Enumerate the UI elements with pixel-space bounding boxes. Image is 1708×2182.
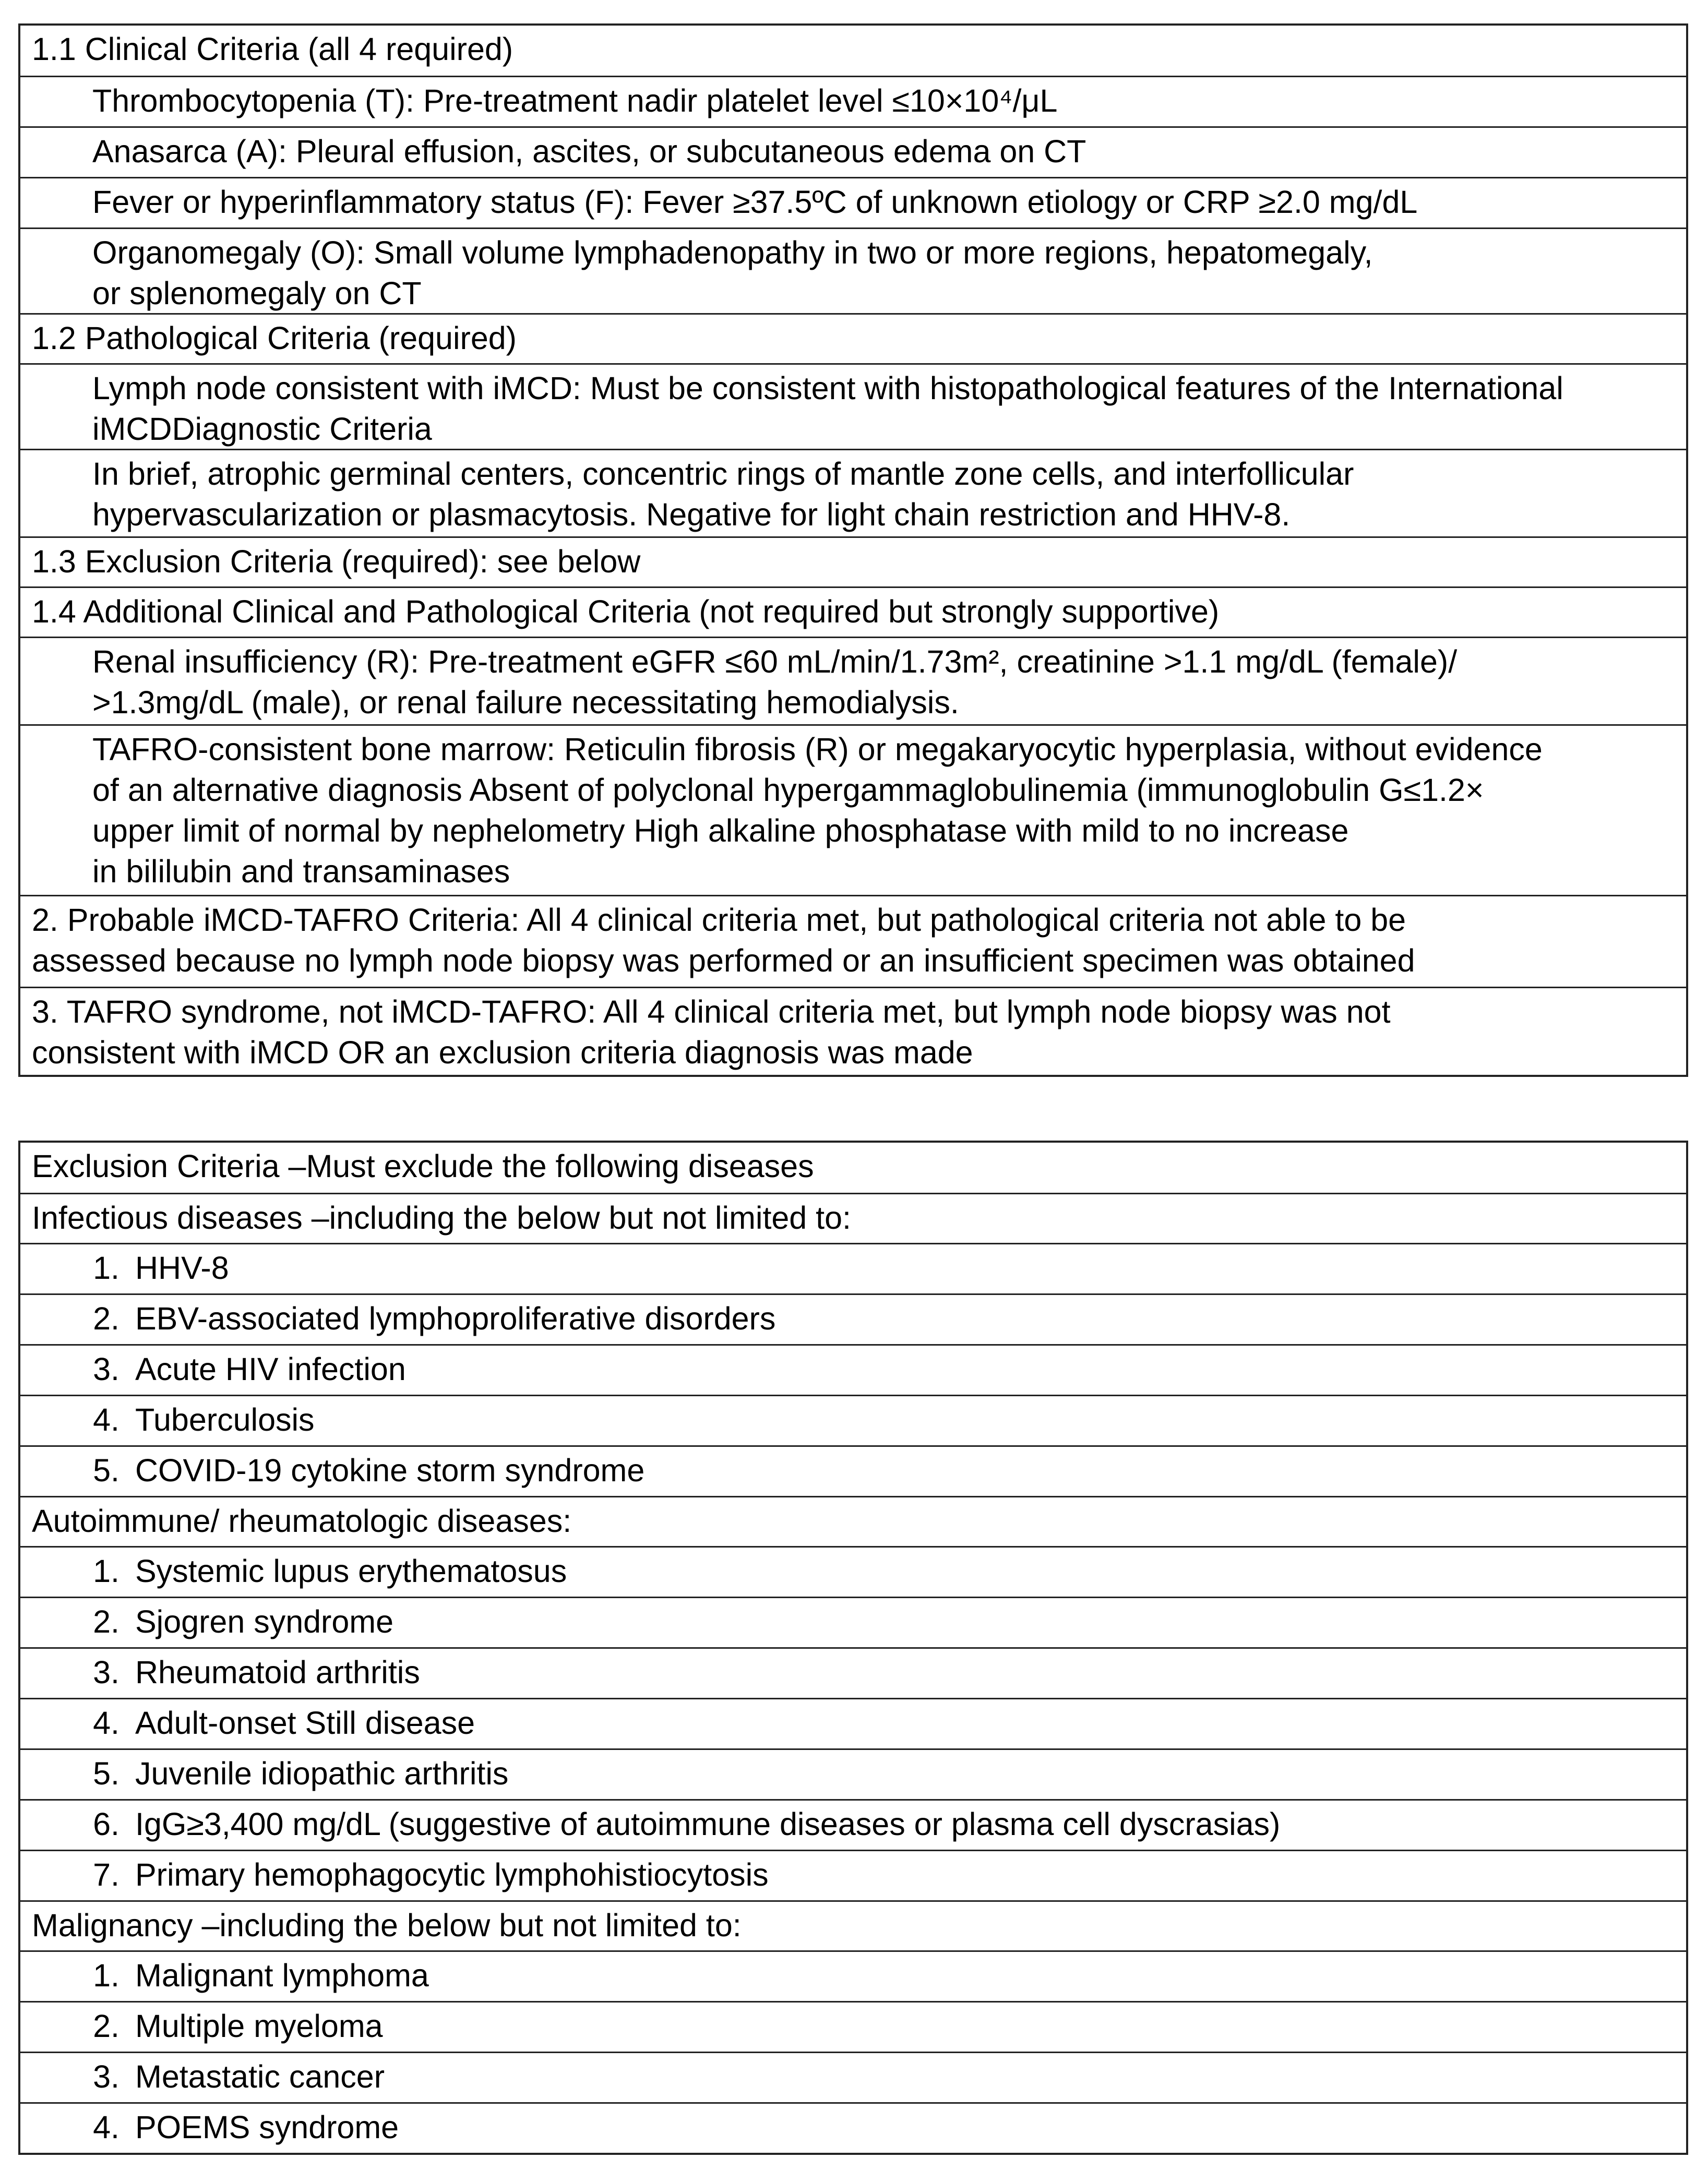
group-header-malignancy: Malignancy –including the below but not limited to: xyxy=(20,1900,1686,1950)
item-text: Rheumatoid arthritis xyxy=(135,1655,420,1690)
item-text: Systemic lupus erythematosus xyxy=(135,1553,567,1589)
item-text: Metastatic cancer xyxy=(135,2059,385,2094)
item-text: Juvenile idiopathic arthritis xyxy=(135,1756,509,1791)
list-item xyxy=(20,1799,1686,1850)
clinical-criteria-header: 1.1 Clinical Criteria (all 4 required) xyxy=(32,31,513,67)
clinical-criterion-thrombocytopenia: Thrombocytopenia (T): Pre-treatment nadir platelet level ≤10×10⁴/μL xyxy=(20,76,1686,126)
item-number: 4. xyxy=(93,1705,120,1741)
item-text: Malignant lymphoma xyxy=(135,1958,429,1993)
clinical-criterion-fever: Fever or hyperinflammatory status (F): Fever ≥37.5ºC of unknown etiology or CRP ≥2.0 mg/dL xyxy=(20,177,1686,227)
pathological-criterion-brief: In brief, atrophic germinal centers, concentric rings of mantle zone cells, and interfollicular hypervascularization or plasmacytosis. Negative for light chain restriction and HHV-8. xyxy=(20,449,1686,536)
item-number: 3. xyxy=(93,1655,120,1690)
item-text: Sjogren syndrome xyxy=(135,1604,394,1639)
item-number: 5. xyxy=(93,1453,120,1488)
additional-criterion-bone-marrow: TAFRO-consistent bone marrow: Reticulin fibrosis (R) or megakaryocytic hyperplasia, without evidence of an alternative diagnosis Absent of polyclonal hypergammaglobulinemia (immunoglobulin G≤1.2× upper limit of normal by nephelometry High alkaline phosphatase with mild to no increase in bililubin and transaminases xyxy=(20,724,1686,895)
tafro-syndrome-row: 3. TAFRO syndrome, not iMCD-TAFRO: All 4 clinical criteria met, but lymph node biopsy was not consistent with iMCD OR an exclusion criteria diagnosis was made xyxy=(20,987,1686,1075)
item-number: 6. xyxy=(93,1806,120,1842)
group-header-autoimmune: Autoimmune/ rheumatologic diseases: xyxy=(20,1496,1686,1546)
list-item xyxy=(20,2102,1686,2153)
criteria-table xyxy=(18,23,1688,1077)
list-item xyxy=(20,1395,1686,1445)
item-number: 7. xyxy=(93,1857,120,1892)
exclusion-criteria-header: 1.3 Exclusion Criteria (required): see below xyxy=(20,536,1686,586)
item-number: 1. xyxy=(93,1553,120,1589)
item-number: 2. xyxy=(93,1301,120,1336)
item-text: EBV-associated lymphoproliferative disorders xyxy=(135,1301,776,1336)
pathological-criteria-header: 1.2 Pathological Criteria (required) xyxy=(20,313,1686,363)
item-text: Tuberculosis xyxy=(135,1402,315,1437)
group-header-infectious: Infectious diseases –including the below but not limited to: xyxy=(20,1193,1686,1243)
list-item xyxy=(20,1293,1686,1344)
exclusion-table xyxy=(18,1141,1688,2155)
list-item xyxy=(20,1445,1686,1496)
item-text: HHV-8 xyxy=(135,1250,229,1286)
list-item xyxy=(20,2052,1686,2102)
list-item xyxy=(20,1850,1686,1900)
list-item xyxy=(20,1597,1686,1647)
item-text: IgG≥3,400 mg/dL (suggestive of autoimmune diseases or plasma cell dyscrasias) xyxy=(135,1806,1281,1842)
clinical-criterion-organomegaly: Organomegaly (O): Small volume lymphadenopathy in two or more regions, hepatomegaly, or splenomegaly on CT xyxy=(20,227,1686,313)
item-number: 2. xyxy=(93,2008,120,2044)
exclusion-table-title: Exclusion Criteria –Must exclude the following diseases xyxy=(32,1148,814,1184)
list-item xyxy=(20,1698,1686,1748)
item-text: COVID-19 cytokine storm syndrome xyxy=(135,1453,645,1488)
item-text: Acute HIV infection xyxy=(135,1351,406,1387)
list-item xyxy=(20,1950,1686,2001)
clinical-criterion-anasarca: Anasarca (A): Pleural effusion, ascites, or subcutaneous edema on CT xyxy=(20,126,1686,177)
list-item xyxy=(20,2001,1686,2052)
item-number: 3. xyxy=(93,1351,120,1387)
additional-criteria-header: 1.4 Additional Clinical and Pathological Criteria (not required but strongly supportive) xyxy=(20,586,1686,637)
list-item xyxy=(20,1344,1686,1395)
item-text: POEMS syndrome xyxy=(135,2109,399,2145)
additional-criterion-renal: Renal insufficiency (R): Pre-treatment eGFR ≤60 mL/min/1.73m², creatinine >1.1 mg/dL (female)/ >1.3mg/dL (male), or renal failure necessitating hemodialysis. xyxy=(20,637,1686,724)
item-number: 4. xyxy=(93,2109,120,2145)
pathological-criterion-lymph-node: Lymph node consistent with iMCD: Must be consistent with histopathological features of the International iMCDDiagnostic Criteria xyxy=(20,363,1686,449)
probable-criteria-row: 2. Probable iMCD-TAFRO Criteria: All 4 clinical criteria met, but pathological criteria not able to be assessed because no lymph node biopsy was performed or an insufficient specimen was obtained xyxy=(20,895,1686,987)
item-text: Adult-onset Still disease xyxy=(135,1705,475,1741)
item-text: Primary hemophagocytic lymphohistiocytosis xyxy=(135,1857,769,1892)
list-item xyxy=(20,1546,1686,1597)
item-number: 3. xyxy=(93,2059,120,2094)
item-number: 1. xyxy=(93,1958,120,1993)
item-number: 1. xyxy=(93,1250,120,1286)
item-text: Multiple myeloma xyxy=(135,2008,383,2044)
list-item xyxy=(20,1748,1686,1799)
item-number: 5. xyxy=(93,1756,120,1791)
item-number: 2. xyxy=(93,1604,120,1639)
list-item xyxy=(20,1647,1686,1698)
item-number: 4. xyxy=(93,1402,120,1437)
list-item xyxy=(20,1243,1686,1293)
